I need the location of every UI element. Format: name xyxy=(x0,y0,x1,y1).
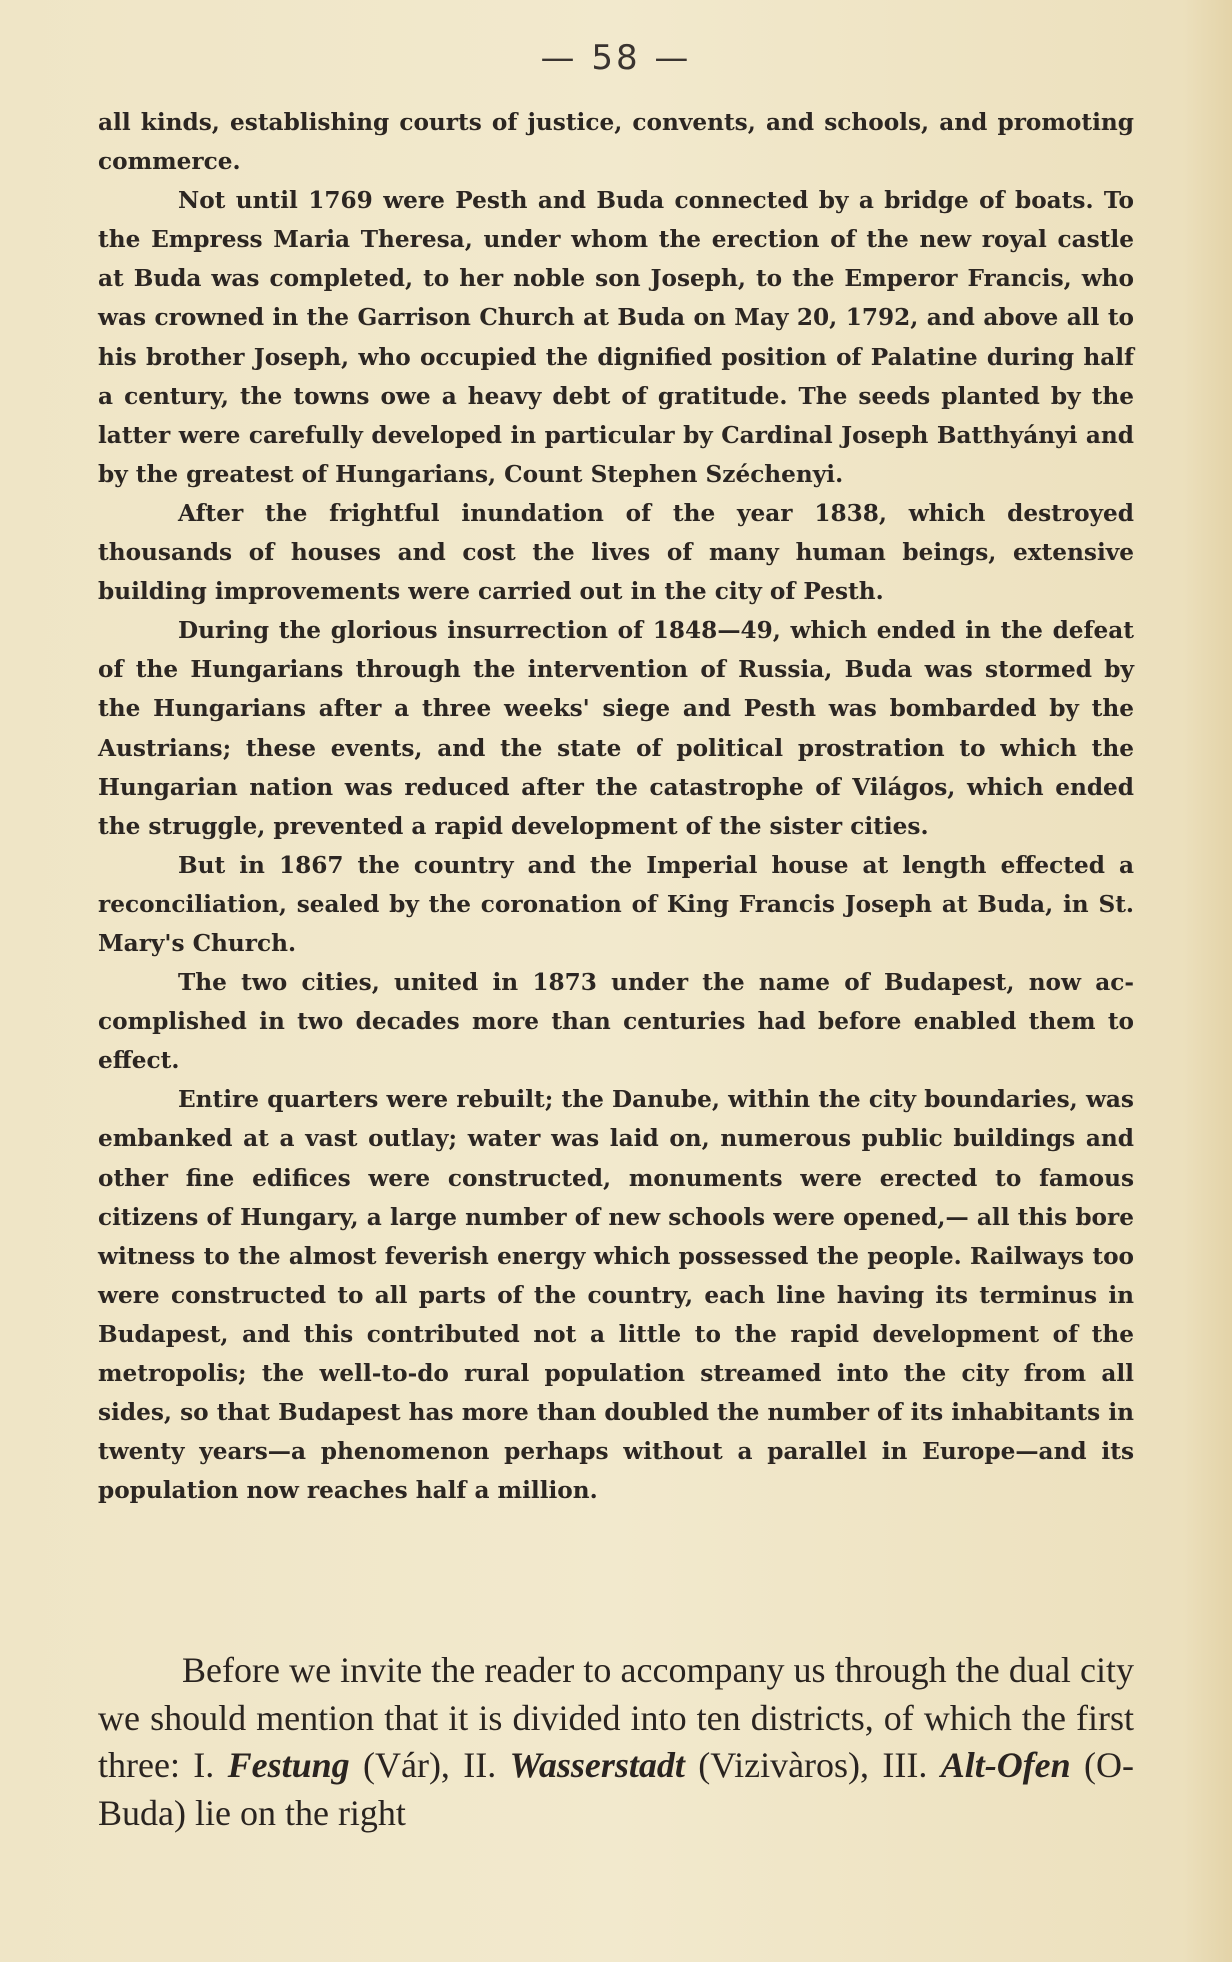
paragraph-7: Entire quarters were rebuilt; the Danube, within the city boundaries, was embanked at a vast outlay; water was laid on, numerous public buildings and other fine edifices were constructed, monuments were erected to famous citizens of Hungary, a large number of new schools were opened,— all this bore witness to the almost feverish energy which possessed the people. Railways too were constructed to all parts of the country, each line having its terminus in Budapest, and this contributed not a little to the rapid development of the metropolis; the well-to-do rural population streamed into the city from all sides, so that Budapest has more than doubled the number of its inhabitants in twenty years—a phenomenon perhaps without a parallel in Europe—and its population now reaches half a million. xyxy=(98,1086,1134,1505)
paragraph-6: The two cities, united in 1873 under the name of Budapest, now accomplished in two decades more than centuries had before enabled them to effect. xyxy=(98,969,1134,1075)
final-paragraph xyxy=(98,1647,1134,1837)
paragraph-3: After the frightful inundation of the year 1838, which destroyed thousands of houses and cost the lives of many human beings, extensive building improvements were carried out in the city of Pesth. xyxy=(98,499,1134,606)
district-wasserstadt: Wasserstadt xyxy=(509,1745,685,1785)
page-number: — 58 — xyxy=(540,38,692,78)
paragraph-4: During the glorious insurrection of 1848—49, which ended in the defeat of the Hungarians through the intervention of Russia, Buda was stormed by the Hungarians after a three weeks' siege and Pesth was bombarded by the Austrians; these events, and the state of political prostration to which the Hungarian nation was reduced after the catastrophe of Világos, which ended the struggle, prevented a rapid development of the sister cities. xyxy=(98,617,1134,840)
body-text xyxy=(98,103,1134,1510)
paragraph-1: all kinds, establishing courts of justice, convents, and schools, and promoting commerce. xyxy=(98,109,1134,176)
final-text-3: (Vizivàros), III. xyxy=(684,1745,941,1785)
final-text-4: (O-Buda) lie on the right xyxy=(98,1745,1134,1833)
paragraph-2: Not until 1769 were Pesth and Buda connected by a bridge of boats. To the Empress Maria Theresa, under whom the erection of the new royal castle at Buda was completed, to her noble son Joseph, to the Emperor Francis, who was crowned in the Garrison Church at Buda on May 20, 1792, and above all to his brother Joseph, who occupied the dignified position of Palatine during half a century, the towns owe a heavy debt of gratitude. The seeds planted by the latter were carefully developed in particular by Cardinal Joseph Batthyányi and by the greatest of Hungarians, Count Stephen Széchenyi. xyxy=(98,187,1134,488)
district-alt-ofen: Alt-Ofen xyxy=(940,1745,1071,1785)
final-text-1: Before we invite the reader to accompany us through the dual city we should mention that it is divided into ten districts, of which the first three: I. xyxy=(98,1650,1134,1785)
final-paragraph-text xyxy=(98,1647,1134,1837)
final-text-2: (Vár), II. xyxy=(349,1745,510,1785)
district-festung: Festung xyxy=(227,1745,350,1785)
paragraph-5: But in 1867 the country and the Imperial house at length effected a reconciliation, sealed by the coronation of King Francis Joseph at Buda, in St. Mary's Church. xyxy=(98,851,1134,957)
